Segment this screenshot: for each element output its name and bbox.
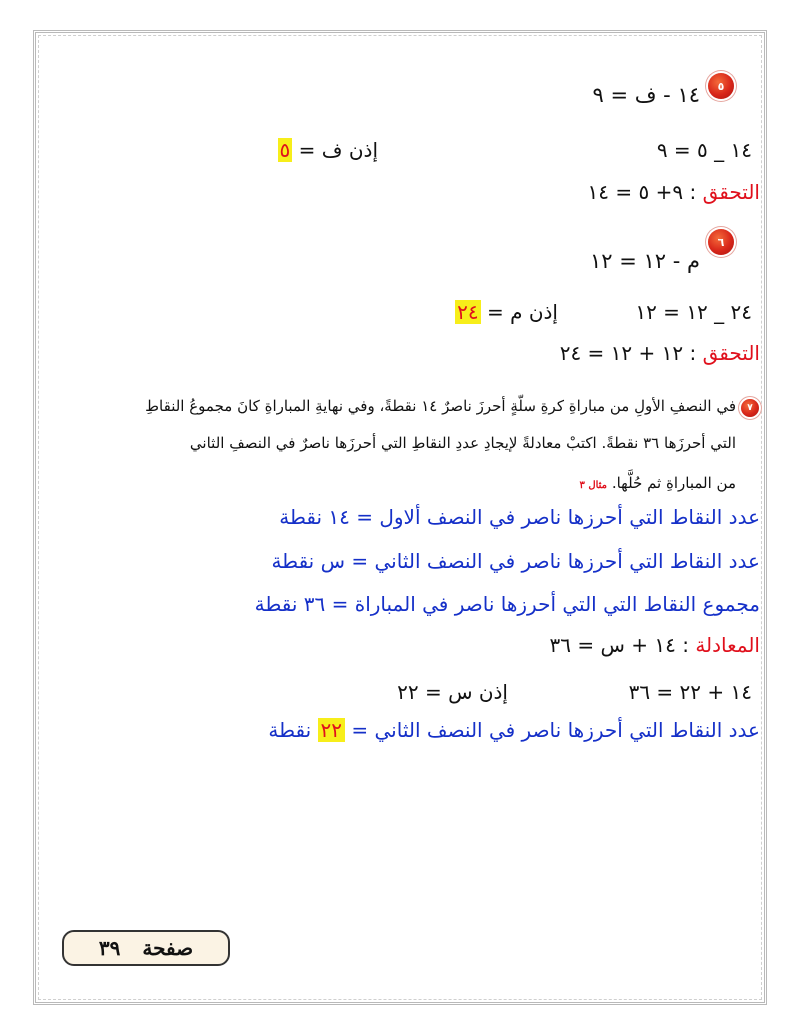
q5-check-label: التحقق <box>702 180 760 204</box>
q7-equation-label: المعادلة <box>695 633 760 657</box>
q7-final-line <box>268 718 760 742</box>
q6-check-label: التحقق <box>702 341 760 365</box>
q6-then-label: إذن م = <box>486 300 558 324</box>
q7-final-suffix: نقطة <box>268 718 312 742</box>
q6-check-line <box>560 341 760 365</box>
q7-final-value: ٢٢ <box>318 718 345 742</box>
q6-check-eq: : ١٢ + ١٢ = ٢٤ <box>559 341 697 365</box>
page-label: صفحة <box>142 936 194 960</box>
q6-then <box>455 300 558 324</box>
question-7-number: ٧ <box>747 403 753 413</box>
q6-equation: م - ١٢ = ١٢ <box>589 249 700 273</box>
question-7-badge <box>741 399 759 417</box>
q5-then <box>278 138 378 162</box>
q7-equation-line <box>550 633 760 657</box>
q5-solve-line: ١٤ _ ٥ = ٩ <box>656 138 752 162</box>
question-6-badge <box>708 229 734 255</box>
q7-example-ref: مثال ٣ <box>579 480 608 491</box>
q7-answer-line-2: عدد النقاط التي أحرزها ناصر في النصف الثاني = س نقطة <box>271 549 760 573</box>
q7-final-prefix: عدد النقاط التي أحرزها ناصر في النصف الثاني = <box>351 718 760 742</box>
q5-check-eq: ٩+ ٥ = ١٤ <box>587 180 684 204</box>
q7-answer-line-1: عدد النقاط التي أحرزها ناصر في النصف ألاول = ١٤ نقطة <box>279 505 760 529</box>
q7-answer-line-3: مجموع النقاط التي التي أحرزها ناصر في المباراة = ٣٦ نقطة <box>254 592 760 616</box>
q7-problem-line-1: في النصفِ الأولِ من مباراةِ كرةِ سلّةٍ أحرزَ ناصرٌ ١٤ نقطةً، وفي نهايةِ المباراةِ كانَ مجموعُ النقاطِ <box>145 397 736 415</box>
page-number-box <box>62 930 230 966</box>
question-5-number: ٥ <box>717 79 725 93</box>
question-5-badge <box>708 73 734 99</box>
q7-then: إذن س = ٢٢ <box>397 680 508 704</box>
q7-problem-line-3-text: من المباراةِ ثم حُلَّها. <box>611 474 736 492</box>
question-6-number: ٦ <box>717 235 725 249</box>
page-number: ٣٩ <box>98 936 121 960</box>
q7-problem-line-2: التي أحرزَها ٣٦ نقطةً. اكتبْ معادلةً لإيجادِ عددِ النقاطِ التي أحرزَها ناصرٌ في النصفِ الثاني <box>189 434 736 452</box>
q5-check-sep: : <box>689 180 697 204</box>
q5-then-value: ٥ <box>279 138 291 162</box>
q5-then-label: إذن ف = <box>298 138 378 162</box>
q6-solve-line: ٢٤ _ ١٢ = ١٢ <box>635 300 752 324</box>
q5-check-line <box>588 180 760 204</box>
q7-problem-line-3 <box>579 474 736 492</box>
q7-equation: : ١٤ + س = ٣٦ <box>549 633 689 657</box>
q6-then-value: ٢٤ <box>457 300 479 324</box>
q7-solve-line: ١٤ + ٢٢ = ٣٦ <box>628 680 752 704</box>
q5-equation: ١٤ - ف = ٩ <box>592 83 700 107</box>
